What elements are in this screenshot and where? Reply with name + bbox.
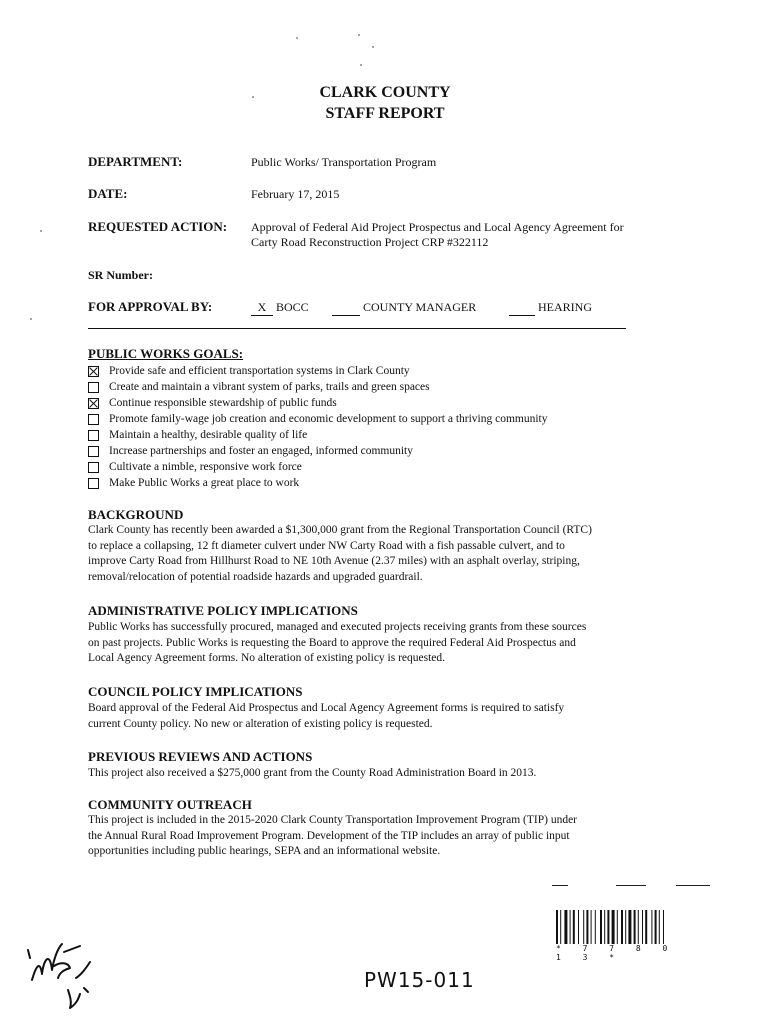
barcode-digits: * 7 7 8 0 1 3 *: [556, 944, 676, 962]
goal-label: Continue responsible stewardship of public funds: [109, 397, 337, 409]
background-line: removal/relocation of potential roadside hazards and upgraded guardrail.: [88, 570, 423, 583]
scan-speck: [360, 64, 362, 66]
goal-item: [88, 395, 337, 411]
checkbox-checked-icon[interactable]: [88, 366, 99, 377]
goal-label: Make Public Works a great place to work: [109, 477, 300, 489]
footer-rule: [616, 885, 646, 886]
approval-hearing: [509, 300, 592, 316]
goal-label: Promote family-wage job creation and economic development to support a thriving community: [109, 413, 548, 425]
checkbox-empty-icon[interactable]: [88, 382, 99, 393]
date-label: DATE:: [88, 186, 128, 201]
goal-item: [88, 363, 410, 379]
community-outreach-text: [88, 813, 673, 860]
handwritten-initials-signature: [24, 922, 114, 1018]
report-type-title: STAFF REPORT: [325, 105, 445, 122]
admin-policy-line: on past projects. Public Works is requesting the Board to approve the required Federal Aid Prospectus and: [88, 636, 576, 649]
admin-policy-line: Local Agency Agreement forms. No alteration of existing policy is requested.: [88, 652, 446, 665]
scan-speck: [30, 318, 32, 320]
previous-reviews-text: [88, 766, 673, 782]
hearing-label: HEARING: [538, 300, 592, 314]
checkbox-empty-icon[interactable]: [88, 430, 99, 441]
admin-policy-line: Public Works has successfully procured, managed and executed projects receiving grants from these sources: [88, 621, 587, 633]
goal-item: [88, 411, 548, 427]
handwritten-code: PW15-011: [364, 968, 475, 992]
approval-bocc: [251, 300, 309, 316]
goal-label: Create and maintain a vibrant system of parks, trails and green spaces: [109, 381, 430, 393]
divider-line: [88, 328, 626, 329]
bocc-label: BOCC: [276, 300, 309, 314]
barcode-icon: [556, 908, 688, 948]
scan-speck: [296, 37, 298, 39]
goal-label: Provide safe and efficient transportation systems in Clark County: [109, 365, 410, 377]
community-outreach-heading: COMMUNITY OUTREACH: [88, 797, 252, 812]
goal-label: Cultivate a nimble, responsive work force: [109, 461, 302, 473]
goal-label: Increase partnerships and foster an engaged, informed community: [109, 445, 414, 457]
scan-speck: [358, 34, 360, 36]
county-manager-label: COUNTY MANAGER: [363, 300, 477, 314]
hearing-mark: [509, 300, 535, 316]
checkbox-checked-icon[interactable]: [88, 398, 99, 409]
department-label: DEPARTMENT:: [88, 154, 183, 169]
background-line: to replace a collapsing, 12 ft diameter culvert under NW Carty Road with a fish passable culvert, and to: [88, 539, 565, 552]
goal-item: [88, 427, 307, 443]
checkbox-empty-icon[interactable]: [88, 478, 99, 489]
requested-action-label: REQUESTED ACTION:: [88, 219, 228, 234]
scan-speck: [40, 230, 42, 232]
council-policy-heading: COUNCIL POLICY IMPLICATIONS: [88, 684, 303, 699]
admin-policy-heading: ADMINISTRATIVE POLICY IMPLICATIONS: [88, 603, 358, 618]
community-outreach-line: This project is included in the 2015-2020 Clark County Transportation Improvement Program (TIP) under: [88, 814, 577, 826]
community-outreach-line: the Annual Rural Road Improvement Program. Development of the TIP includes an array of public input: [88, 829, 570, 842]
footer-rule: [552, 885, 568, 886]
council-policy-line: current County policy. No new or alteration of existing policy is requested.: [88, 717, 433, 730]
checkbox-empty-icon[interactable]: [88, 414, 99, 425]
previous-reviews-line: This project also received a $275,000 grant from the County Road Administration Board in 2013.: [88, 767, 537, 779]
report-county-title: CLARK COUNTY: [319, 84, 451, 101]
admin-policy-text: [88, 620, 673, 667]
footer-rule: [676, 885, 710, 886]
county-manager-mark: [332, 300, 360, 316]
council-policy-text: [88, 701, 673, 732]
requested-action-line-1: Approval of Federal Aid Project Prospectus and Local Agency Agreement for: [251, 220, 624, 234]
approval-county-manager: [332, 300, 476, 316]
community-outreach-line: opportunities including public hearings, SEPA and an informational website.: [88, 845, 441, 858]
sr-number-label: SR Number:: [88, 268, 153, 282]
background-line: improve Carty Road from Hillhurst Road to NE 10th Avenue (2.37 miles) with an asphalt overlay, striping,: [88, 555, 580, 568]
background-text: [88, 523, 673, 585]
approval-label: FOR APPROVAL BY:: [88, 299, 213, 314]
background-line: Clark County has recently been awarded a $1,300,000 grant from the Regional Transportation Council (RTC): [88, 524, 592, 536]
checkbox-empty-icon[interactable]: [88, 446, 99, 457]
goal-label: Maintain a healthy, desirable quality of life: [109, 429, 308, 441]
background-heading: BACKGROUND: [88, 507, 184, 522]
council-policy-line: Board approval of the Federal Aid Prospectus and Local Agency Agreement forms is required to satisfy: [88, 702, 565, 714]
goal-item: [88, 443, 413, 459]
goal-item: [88, 475, 299, 491]
date-value: February 17, 2015: [251, 187, 340, 201]
goal-item: [88, 379, 430, 395]
requested-action-line-2: Carty Road Reconstruction Project CRP #322112: [251, 235, 489, 249]
scan-speck: [372, 46, 374, 48]
goals-heading: PUBLIC WORKS GOALS:: [88, 346, 244, 361]
goal-item: [88, 459, 302, 475]
checkbox-empty-icon[interactable]: [88, 462, 99, 473]
bocc-mark: X: [251, 300, 273, 316]
previous-reviews-heading: PREVIOUS REVIEWS AND ACTIONS: [88, 749, 313, 764]
department-value: Public Works/ Transportation Program: [251, 155, 437, 169]
